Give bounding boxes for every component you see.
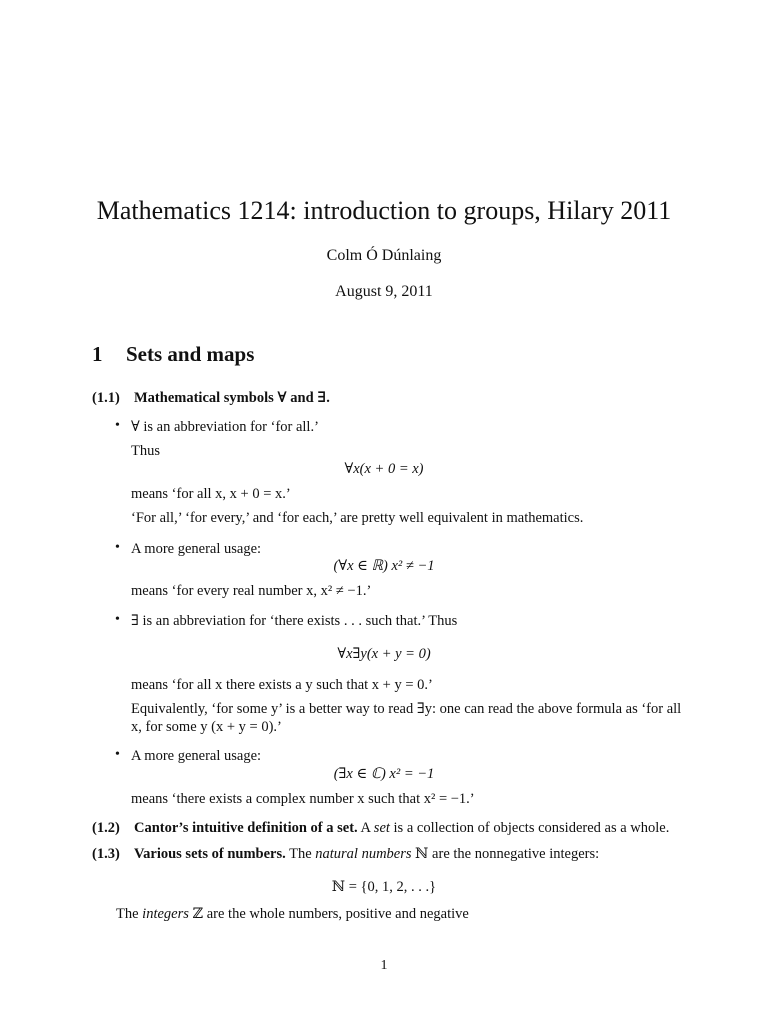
paragraph-number: (1.1)	[92, 390, 120, 406]
bullet-icon: •	[115, 418, 120, 433]
paragraph-integers	[116, 905, 469, 924]
bullet-3-line: Equivalently, ‘for some y’ is a better way to read ∃y: one can read the above formula as ‘for all	[131, 701, 682, 717]
paragraph-text: A	[357, 820, 374, 836]
section-title: Sets and maps	[126, 342, 255, 366]
section-heading	[92, 342, 254, 367]
defined-term: set	[373, 820, 390, 836]
bullet-icon: •	[115, 747, 120, 762]
document-date: August 9, 2011	[335, 283, 433, 300]
bullet-3-line: ∃ is an abbreviation for ‘there exists . . . such that.’ Thus	[131, 613, 458, 629]
bullet-3-line: means ‘for all x there exists a y such that x + y = 0.’	[131, 677, 433, 693]
paragraph-text: The	[285, 846, 316, 862]
paragraph-heading: Cantor’s intuitive definition of a set.	[134, 820, 358, 836]
paragraph-1-1-heading	[92, 389, 330, 408]
bullet-1-line: means ‘for all x, x + 0 = x.’	[131, 486, 291, 502]
bullet-1-line: Thus	[131, 443, 160, 459]
paragraph-text: The	[116, 906, 143, 922]
defined-term: integers	[142, 906, 189, 922]
formula-forall-exists: ∀x∃y(x + y = 0)	[337, 646, 431, 662]
bullet-icon: •	[115, 540, 120, 555]
bullet-4-line: A more general usage:	[131, 748, 262, 764]
formula-natural-numbers: ℕ = {0, 1, 2, . . .}	[331, 879, 437, 895]
formula-exists-complex: (∃x ∈ ℂ) x² = −1	[333, 766, 435, 782]
paragraph-text: is a collection of objects considered as a whole.	[389, 820, 670, 836]
paragraph-heading: Various sets of numbers.	[134, 846, 286, 862]
document-title: Mathematics 1214: introduction to groups, Hilary 2011	[96, 196, 672, 225]
paragraph-1-2	[92, 819, 669, 838]
bullet-1-line: ∀ is an abbreviation for ‘for all.’	[131, 419, 319, 435]
formula-forall-identity: ∀x(x + 0 = x)	[344, 461, 424, 477]
paragraph-heading: Mathematical symbols ∀ and ∃.	[134, 390, 330, 406]
bullet-2-line: A more general usage:	[131, 541, 262, 557]
paragraph-text: ℕ are the nonnegative integers:	[411, 846, 600, 862]
paragraph-number: (1.3)	[92, 846, 120, 862]
author-name: Colm Ó Dúnlaing	[326, 247, 442, 264]
bullet-1-line: ‘For all,’ ‘for every,’ and ‘for each,’ are pretty well equivalent in mathematics.	[131, 510, 584, 526]
formula-forall-real: (∀x ∈ ℝ) x² ≠ −1	[333, 558, 435, 574]
defined-term: natural numbers	[315, 846, 412, 862]
bullet-3-line: x, for some y (x + y = 0).’	[131, 719, 282, 735]
section-number: 1	[92, 342, 103, 366]
paragraph-number: (1.2)	[92, 820, 120, 836]
paragraph-1-3	[92, 845, 599, 864]
bullet-4-line: means ‘there exists a complex number x such that x² = −1.’	[131, 791, 475, 807]
paragraph-text: ℤ are the whole numbers, positive and negative	[188, 906, 469, 922]
bullet-2-line: means ‘for every real number x, x² ≠ −1.’	[131, 583, 372, 599]
bullet-icon: •	[115, 612, 120, 627]
page-number: 1	[380, 958, 388, 973]
